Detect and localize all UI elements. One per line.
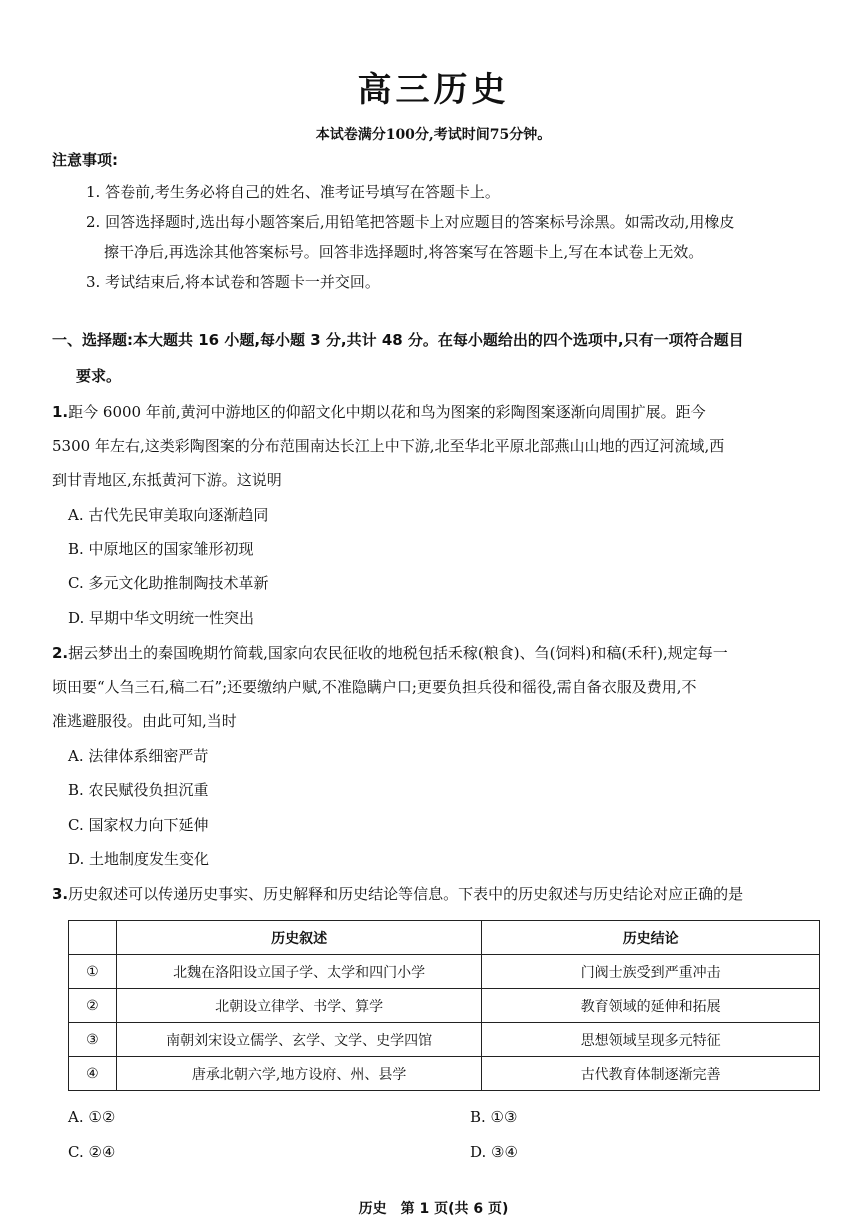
- table-header-index: [69, 921, 117, 955]
- page-footer: 历史 第 1 页(共 6 页): [358, 1201, 509, 1217]
- question-3-option-b: B. ①③: [470, 1108, 518, 1126]
- question-3-number: 3.: [52, 885, 69, 903]
- history-table: [68, 920, 820, 1091]
- notice-heading: 注意事项:: [52, 151, 118, 169]
- table-cell-conclusion: 教育领域的延伸和拓展: [482, 989, 820, 1023]
- exam-subtitle: 本试卷满分100分,考试时间75分钟。: [315, 127, 552, 143]
- question-1-line-1: [52, 402, 706, 422]
- question-1-option-d: D. 早期中华文明统一性突出: [68, 609, 255, 627]
- table-header-narrative: 历史叙述: [116, 921, 482, 955]
- table-cell-narrative: 南朝刘宋设立儒学、玄学、文学、史学四馆: [116, 1023, 482, 1057]
- notice-item-3: 3. 考试结束后,将本试卷和答题卡一并交回。: [86, 273, 380, 291]
- notice-item-2-cont: 擦干净后,再选涂其他答案标号。回答非选择题时,将答案写在答题卡上,写在本试卷上无效。: [104, 243, 704, 261]
- table-cell-index: ④: [69, 1057, 117, 1091]
- table-cell-index: ②: [69, 989, 117, 1023]
- table-header-row: [69, 921, 820, 955]
- section-heading: 一、选择题:本大题共 16 小题,每小题 3 分,共计 48 分。在每小题给出的四个选项中,只有一项符合题目: [52, 331, 744, 349]
- question-1-option-b: B. 中原地区的国家雏形初现: [68, 540, 254, 558]
- table-row: [69, 989, 820, 1023]
- question-1-number: 1.: [52, 403, 69, 421]
- question-2-text: 据云梦出土的秦国晚期竹简载,国家向农民征收的地税包括禾稼(粮食)、刍(饲料)和稿(禾秆),规定每一: [68, 644, 728, 662]
- question-1-option-a: A. 古代先民审美取向逐渐趋同: [68, 506, 269, 524]
- table-header-conclusion: 历史结论: [482, 921, 820, 955]
- question-3-option-d: D. ③④: [470, 1143, 518, 1161]
- page-title: 高三历史: [357, 70, 510, 110]
- question-1-line-3: 到甘青地区,东抵黄河下游。这说明: [52, 471, 282, 489]
- section-heading-cont: 要求。: [76, 367, 122, 385]
- notice-item-1: 1. 答卷前,考生务必将自己的姓名、准考证号填写在答题卡上。: [86, 183, 500, 201]
- table-cell-conclusion: 门阀士族受到严重冲击: [482, 955, 820, 989]
- table-cell-conclusion: 古代教育体制逐渐完善: [482, 1057, 820, 1091]
- question-2-option-a: A. 法律体系细密严苛: [68, 747, 209, 765]
- table-cell-narrative: 北魏在洛阳设立国子学、太学和四门小学: [116, 955, 482, 989]
- table-row: [69, 1023, 820, 1057]
- table-cell-index: ③: [69, 1023, 117, 1057]
- question-3-option-a: A. ①②: [68, 1108, 116, 1126]
- question-1-line-2: 5300 年左右,这类彩陶图案的分布范围南达长江上中下游,北至华北平原北部燕山山地的西辽河流域,西: [52, 437, 725, 455]
- question-2-option-d: D. 土地制度发生变化: [68, 850, 210, 868]
- question-3-line-1: [52, 884, 743, 904]
- question-2-option-b: B. 农民赋役负担沉重: [68, 781, 209, 799]
- question-2-number: 2.: [52, 644, 69, 662]
- table-cell-narrative: 唐承北朝六学,地方设府、州、县学: [116, 1057, 482, 1091]
- notice-item-2: 2. 回答选择题时,选出每小题答案后,用铅笔把答题卡上对应题目的答案标号涂黑。如需改动,用橡皮: [86, 213, 735, 231]
- table-row: [69, 1057, 820, 1091]
- table-cell-conclusion: 思想领域呈现多元特征: [482, 1023, 820, 1057]
- question-1-text: 距今 6000 年前,黄河中游地区的仰韶文化中期以花和鸟为图案的彩陶图案逐渐向周围扩展。距今: [68, 403, 706, 421]
- question-2-line-2: 顷田要“人刍三石,稿二石”;还要缴纳户赋,不准隐瞒户口;更要负担兵役和徭役,需自备衣服及费用,不: [52, 678, 697, 696]
- table-cell-narrative: 北朝设立律学、书学、算学: [116, 989, 482, 1023]
- question-3-text: 历史叙述可以传递历史事实、历史解释和历史结论等信息。下表中的历史叙述与历史结论对应正确的是: [68, 885, 744, 903]
- table-cell-index: ①: [69, 955, 117, 989]
- question-2-option-c: C. 国家权力向下延伸: [68, 816, 209, 834]
- question-1-option-c: C. 多元文化助推制陶技术革新: [68, 574, 269, 592]
- question-2-line-1: [52, 643, 728, 663]
- table-row: [69, 955, 820, 989]
- question-2-line-3: 准逃避服役。由此可知,当时: [52, 712, 237, 730]
- question-3-option-c: C. ②④: [68, 1143, 116, 1161]
